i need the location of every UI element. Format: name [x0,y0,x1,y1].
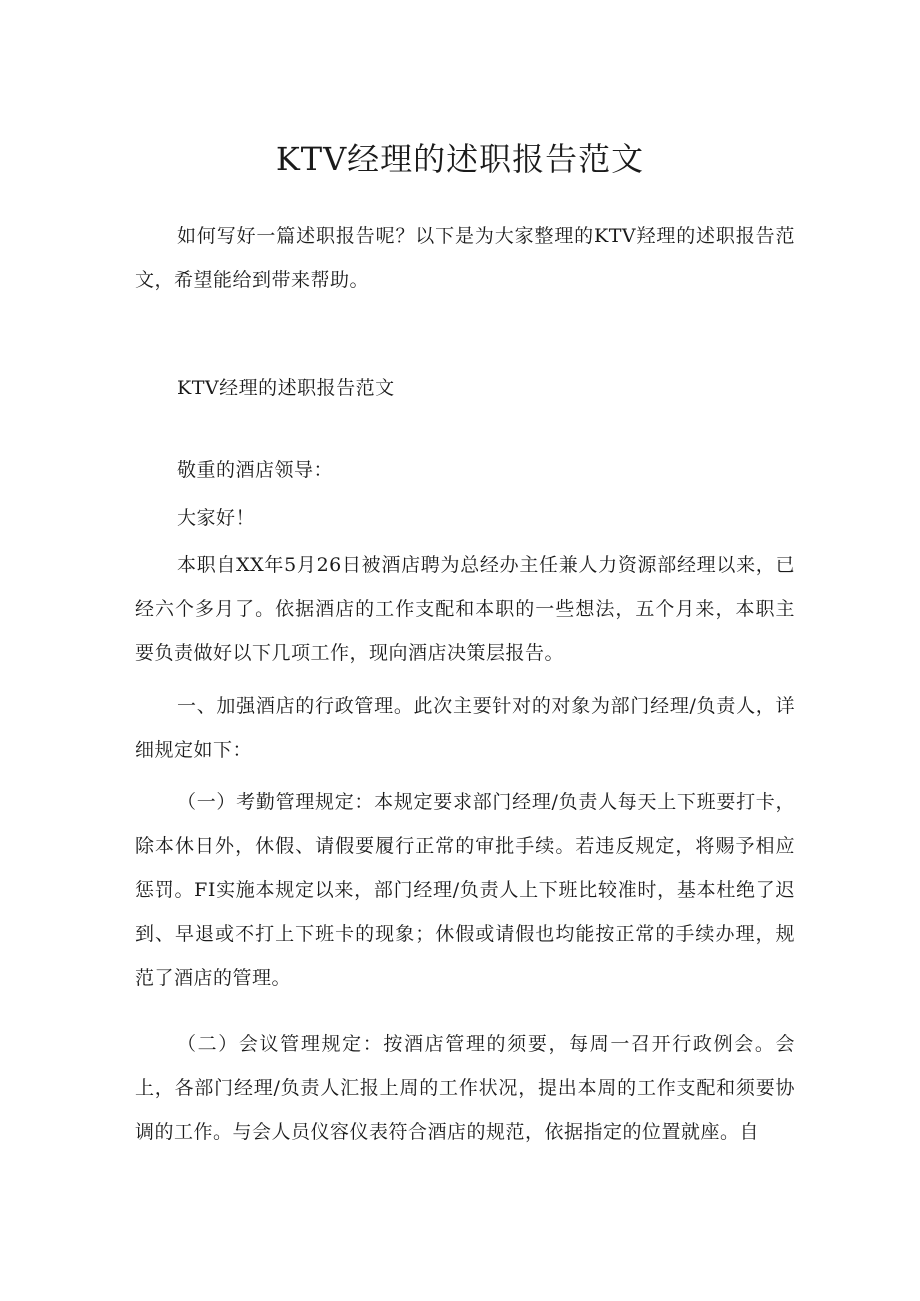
body-paragraph-4: （二）会议管理规定：按酒店管理的须要，每周一召开行政例会。会上，各部门经理/负责人汇报上周的工作状况，提出本周的工作支配和须要协调的工作。与会人员仪容仪表符合酒店的规范，依据指定的位置就座。自 [135,1033,795,1143]
subtitle-line: KTV经理的述职报告范文 [177,377,395,399]
intro-paragraph: 如何写好一篇述职报告呢？以下是为大家整理的KTV羟理的述职报告范文，希望能给到带来帮助。 [135,225,795,291]
body-paragraph-3: （一）考勤管理规定：本规定要求部门经理/负责人每天上下班要打卡，除本休日外，休假、请假要履行正常的审批手续。若违反规定，将赐予相应惩罚。FI实施本规定以来，部门经理/负责人上下班比较准时，基本杜绝了迟到、早退或不打上下班卡的现象；休假或请假也均能按正常的手续办理，规范了酒店的管理。 [135,791,795,989]
salutation-line: 敬重的酒店领导： [177,459,334,481]
greeting-line: 大家好！ [177,507,256,529]
body-paragraph-1: 本职自XX年5月26日被酒店聘为总经办主任兼人力资源部经理以来，已经六个多月了。依据酒店的工作支配和本职的一些想法，五个月来，本职主要负责做好以下几项工作，现向酒店决策层报告。 [135,554,795,664]
document-title: KTV经理的述职报告范文 [275,140,645,178]
body-paragraph-2: 一、加强酒店的行政管理。此次主要针对的对象为部门经理/负责人，详细规定如下： [135,695,795,761]
